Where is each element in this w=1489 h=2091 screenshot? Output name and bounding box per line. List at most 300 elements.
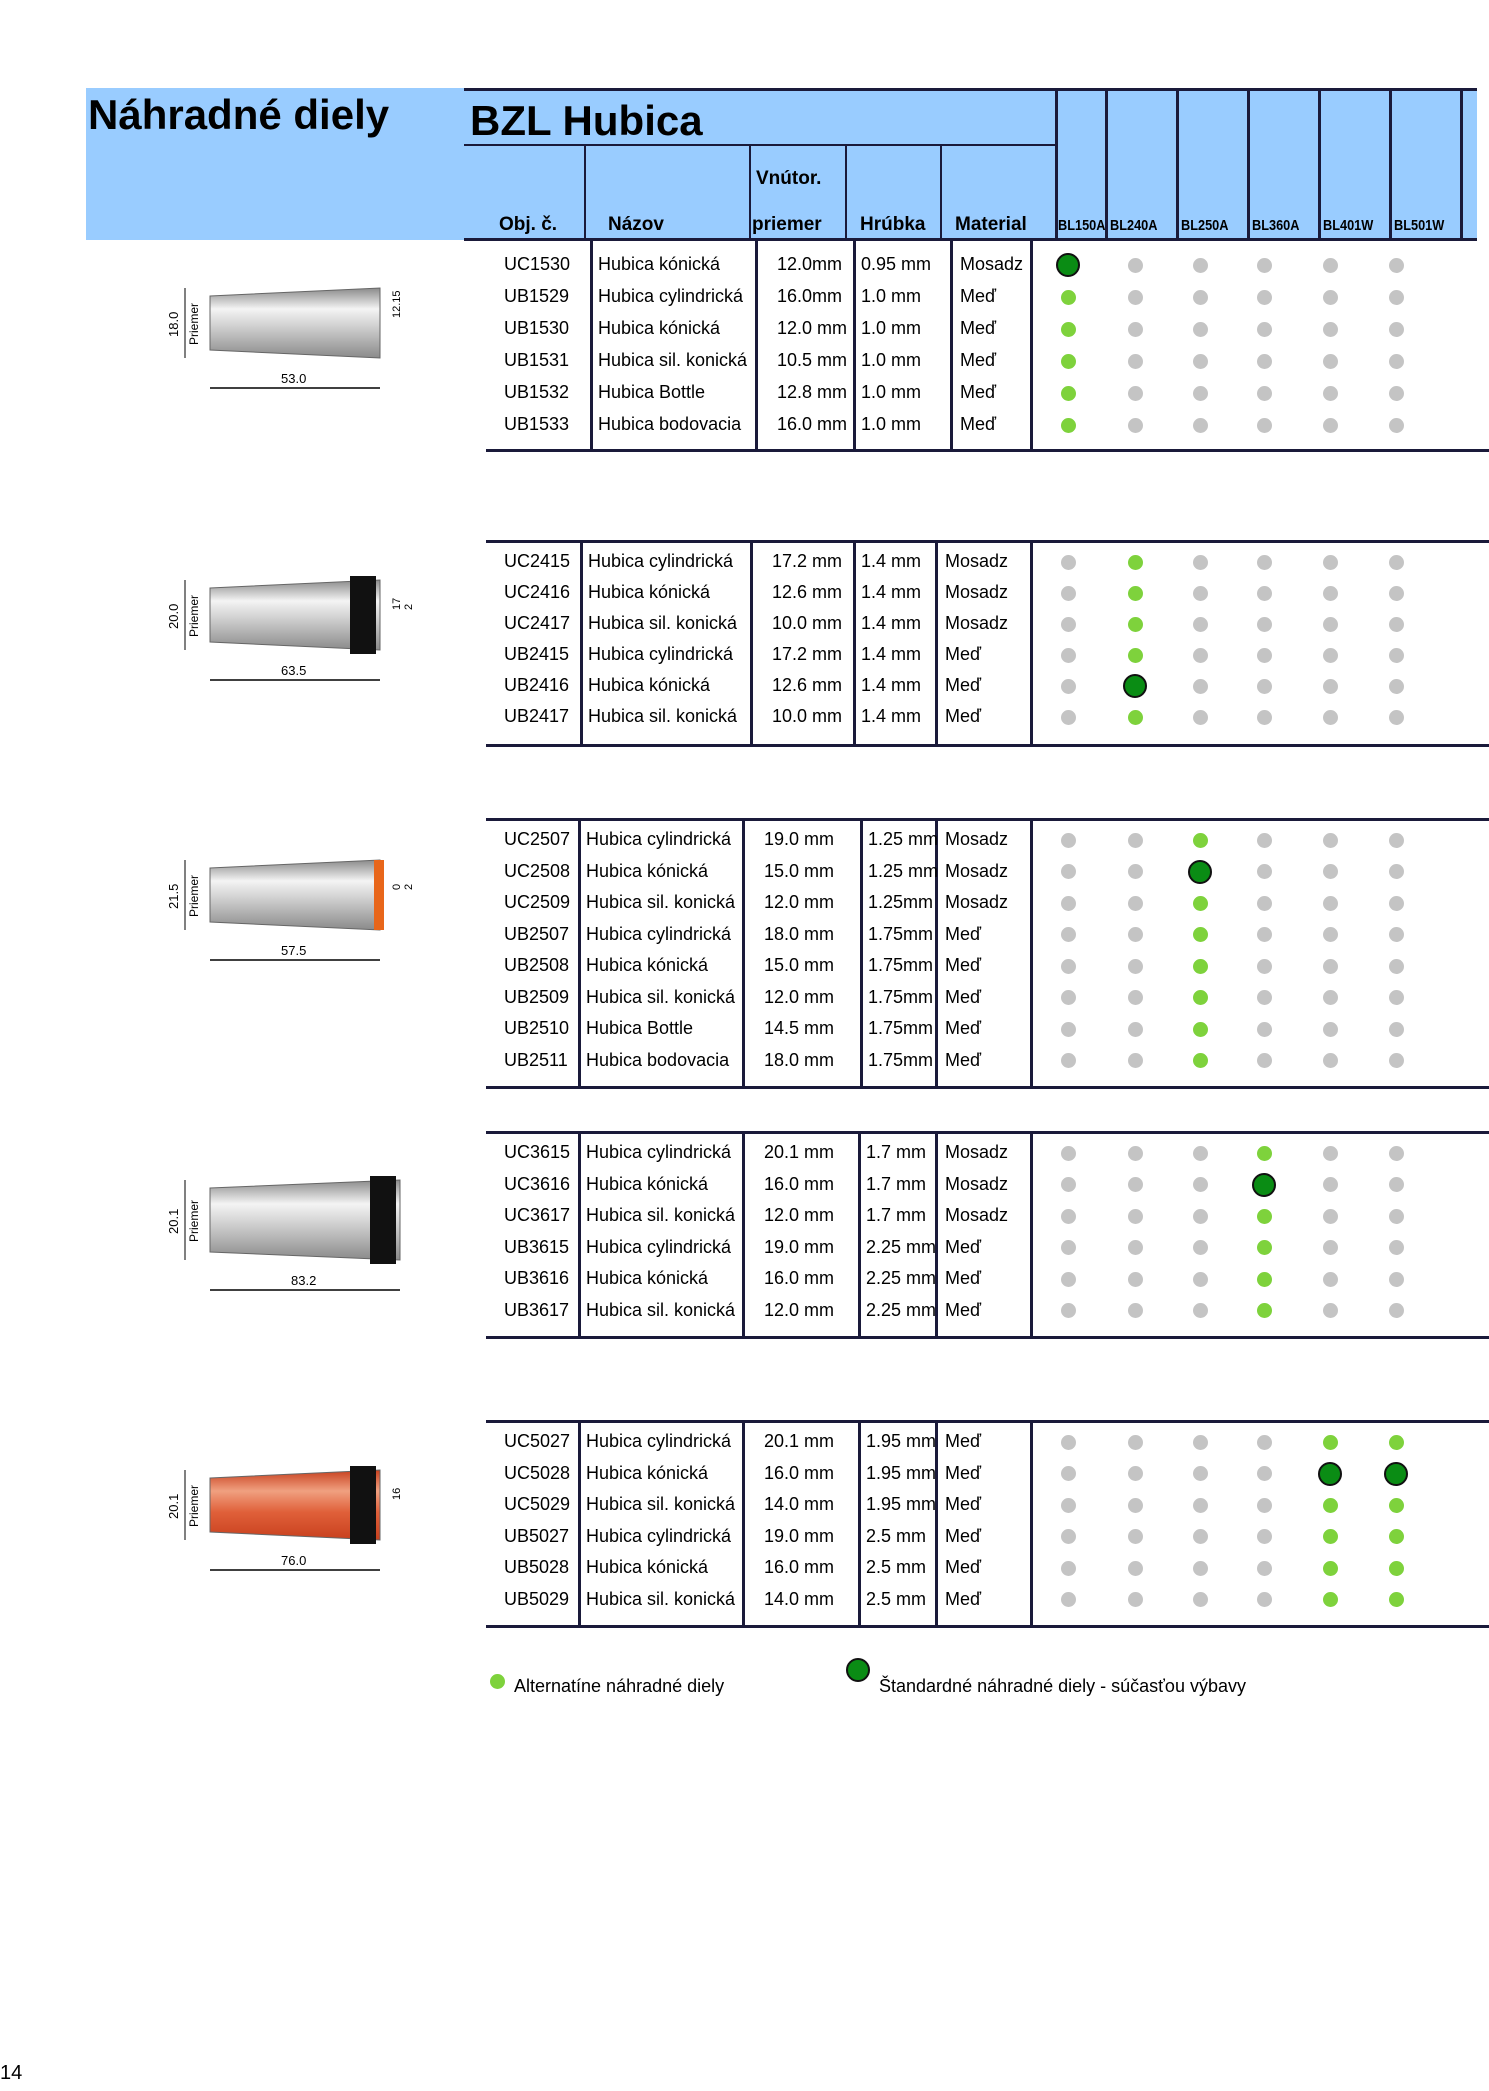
material: Meď [960, 350, 997, 370]
part-name: Hubica kónická [588, 582, 711, 602]
wall-thickness: 1.25mm [868, 892, 934, 912]
not-applicable-dot [1193, 1177, 1208, 1192]
material: Meď [945, 1431, 982, 1451]
not-applicable-dot [1323, 322, 1338, 337]
column-divider [1030, 241, 1033, 449]
not-applicable-dot [1323, 1272, 1338, 1287]
part-name: Hubica kónická [598, 318, 721, 338]
wall-thickness: 2.25 mm [866, 1236, 937, 1257]
not-applicable-dot [1193, 354, 1208, 369]
part-name: Hubica sil. konická [586, 1588, 736, 1609]
inner-diameter: 18.0 mm [764, 1049, 835, 1070]
not-applicable-dot [1389, 864, 1404, 879]
nozzle-drawing [120, 1120, 450, 1310]
inner-diameter: 10.0 mm [772, 613, 843, 633]
part-name: Hubica sil. konická [588, 613, 738, 633]
not-applicable-dot [1061, 1561, 1076, 1576]
inner-diameter: 12.0 mm [777, 318, 848, 338]
not-applicable-dot [1193, 418, 1208, 433]
insulator-ring [370, 1176, 396, 1264]
not-applicable-dot [1257, 586, 1272, 601]
column-divider [1030, 1133, 1033, 1336]
alternative-part-dot [1128, 586, 1143, 601]
column-divider [1030, 1422, 1033, 1625]
priemer-label: Priemer [187, 302, 201, 345]
wall-thickness: 1.4 mm [861, 613, 922, 633]
not-applicable-dot [1389, 354, 1404, 369]
column-divider [755, 241, 758, 449]
material: Mosadz [945, 1142, 1009, 1162]
not-applicable-dot [1193, 1272, 1208, 1287]
alternative-part-dot [1193, 896, 1208, 911]
priemer-label: Priemer [187, 1484, 201, 1527]
material: Meď [960, 286, 997, 306]
priemer-label: Priemer [187, 594, 201, 637]
part-code: UC3615 [504, 1142, 571, 1162]
material: Mosadz [945, 582, 1009, 602]
not-applicable-dot [1257, 710, 1272, 725]
material: Mosadz [945, 551, 1009, 571]
not-applicable-dot [1323, 833, 1338, 848]
not-applicable-dot [1389, 555, 1404, 570]
group-top-border [486, 1420, 1489, 1423]
inner-diameter: 16.0 mm [764, 1557, 835, 1577]
wall-thickness: 1.7 mm [866, 1173, 927, 1194]
material: Meď [945, 923, 982, 944]
not-applicable-dot [1389, 959, 1404, 974]
part-name: Hubica kónická [586, 1557, 709, 1577]
material: Meď [945, 1588, 982, 1609]
column-divider [578, 1133, 581, 1336]
not-applicable-dot [1389, 1146, 1404, 1161]
inner-diameter: 16.0 mm [764, 1268, 835, 1288]
material: Meď [945, 1236, 982, 1257]
material: Mosadz [945, 1205, 1009, 1225]
not-applicable-dot [1128, 1053, 1143, 1068]
part-code: UC5027 [504, 1431, 571, 1451]
not-applicable-dot [1128, 1022, 1143, 1037]
not-applicable-dot [1128, 1592, 1143, 1607]
part-name: Hubica kónická [586, 1173, 709, 1194]
column-divider [1030, 542, 1033, 744]
wall-thickness: 0.95 mm [861, 254, 932, 274]
not-applicable-dot [1061, 1022, 1076, 1037]
wall-thickness: 1.0 mm [861, 350, 922, 370]
part-code: UC2507 [504, 829, 571, 849]
part-code: UC2415 [504, 551, 571, 571]
not-applicable-dot [1257, 1498, 1272, 1513]
not-applicable-dot [1061, 1177, 1076, 1192]
part-code: UB1532 [504, 382, 570, 402]
inner-diameter: 16.0 mm [777, 414, 848, 434]
length-label: 76.0 [281, 1553, 307, 1568]
not-applicable-dot [1389, 1209, 1404, 1224]
tip-label: 16 [391, 1487, 403, 1500]
material: Meď [945, 706, 982, 726]
part-code: UC2417 [504, 613, 571, 633]
part-code: UB5027 [504, 1525, 570, 1546]
not-applicable-dot [1389, 1240, 1404, 1255]
part-code: UB2416 [504, 675, 570, 695]
column-divider [853, 542, 856, 744]
not-applicable-dot [1389, 617, 1404, 632]
not-applicable-dot [1061, 1466, 1076, 1481]
not-applicable-dot [1257, 290, 1272, 305]
alternative-part-dot [1128, 710, 1143, 725]
material: Meď [945, 1268, 982, 1288]
not-applicable-dot [1389, 927, 1404, 942]
inner-diameter: 15.0 mm [764, 860, 835, 881]
not-applicable-dot [1193, 1561, 1208, 1576]
not-applicable-dot [1323, 290, 1338, 305]
wall-thickness: 1.75mm [868, 986, 934, 1007]
not-applicable-dot [1193, 1303, 1208, 1318]
part-name: Hubica sil. konická [598, 350, 748, 370]
not-applicable-dot [1323, 1209, 1338, 1224]
col-head-model: BL250A [1181, 217, 1229, 234]
not-applicable-dot [1128, 927, 1143, 942]
column-divider [742, 1133, 745, 1336]
part-name: Hubica sil. konická [588, 706, 738, 726]
part-name: Hubica Bottle [598, 382, 706, 402]
header-divider [845, 146, 847, 240]
part-name: Hubica kónická [586, 1462, 709, 1483]
diameter-label: 20.0 [166, 603, 181, 629]
part-name: Hubica cylindrická [588, 644, 734, 664]
not-applicable-dot [1128, 1303, 1143, 1318]
not-applicable-dot [1257, 258, 1272, 273]
not-applicable-dot [1323, 617, 1338, 632]
not-applicable-dot [1323, 586, 1338, 601]
part-code: UB2507 [504, 923, 570, 944]
wall-thickness: 1.75mm [868, 1018, 934, 1038]
part-name: Hubica cylindrická [586, 1142, 732, 1162]
not-applicable-dot [1061, 1053, 1076, 1068]
header-divider [1247, 90, 1250, 240]
part-code: UB1529 [504, 286, 570, 306]
not-applicable-dot [1128, 322, 1143, 337]
not-applicable-dot [1193, 258, 1208, 273]
insulator-ring [350, 1466, 376, 1544]
header-mid-border [464, 144, 1058, 146]
material: Meď [945, 1494, 982, 1514]
not-applicable-dot [1323, 710, 1338, 725]
not-applicable-dot [1061, 1435, 1076, 1450]
material: Meď [945, 1299, 982, 1320]
material: Mosadz [945, 613, 1009, 633]
not-applicable-dot [1193, 1435, 1208, 1450]
not-applicable-dot [1257, 679, 1272, 694]
col-head-model: BL150A [1058, 217, 1106, 234]
not-applicable-dot [1193, 1240, 1208, 1255]
alternative-part-dot [1193, 1053, 1208, 1068]
wall-thickness: 2.25 mm [866, 1268, 937, 1288]
alternative-part-dot [1128, 648, 1143, 663]
not-applicable-dot [1257, 959, 1272, 974]
wall-thickness: 1.95 mm [866, 1431, 937, 1451]
wall-thickness: 1.7 mm [866, 1205, 927, 1225]
material: Meď [945, 1462, 982, 1483]
not-applicable-dot [1323, 959, 1338, 974]
column-divider [742, 820, 745, 1086]
diameter-label: 18.0 [166, 311, 181, 337]
part-code: UC2416 [504, 582, 571, 602]
length-label: 57.5 [281, 943, 307, 958]
material: Mosadz [945, 860, 1009, 881]
header-bottom-border [464, 238, 1477, 241]
wall-thickness: 1.4 mm [861, 675, 922, 695]
diameter-label: 21.5 [166, 883, 181, 909]
not-applicable-dot [1389, 386, 1404, 401]
legend-std-label: Štandardné náhradné diely - súčasťou výbavy [879, 1676, 1246, 1696]
part-code: UC2509 [504, 892, 571, 912]
not-applicable-dot [1128, 354, 1143, 369]
not-applicable-dot [1257, 418, 1272, 433]
not-applicable-dot [1061, 959, 1076, 974]
not-applicable-dot [1061, 864, 1076, 879]
not-applicable-dot [1257, 1466, 1272, 1481]
inner-diameter: 16.0mm [777, 286, 843, 306]
not-applicable-dot [1128, 1177, 1143, 1192]
standard-part-dot [1123, 674, 1147, 698]
not-applicable-dot [1128, 290, 1143, 305]
not-applicable-dot [1061, 1498, 1076, 1513]
not-applicable-dot [1389, 679, 1404, 694]
standard-part-dot [1384, 1462, 1408, 1486]
not-applicable-dot [1193, 710, 1208, 725]
not-applicable-dot [1193, 290, 1208, 305]
header-divider [749, 146, 751, 240]
column-divider [590, 241, 593, 449]
not-applicable-dot [1061, 1240, 1076, 1255]
not-applicable-dot [1323, 896, 1338, 911]
not-applicable-dot [1061, 617, 1076, 632]
not-applicable-dot [1257, 648, 1272, 663]
not-applicable-dot [1389, 1177, 1404, 1192]
column-divider [950, 241, 953, 449]
part-name: Hubica sil. konická [586, 1494, 736, 1514]
not-applicable-dot [1193, 1529, 1208, 1544]
not-applicable-dot [1257, 386, 1272, 401]
not-applicable-dot [1128, 864, 1143, 879]
part-name: Hubica cylindrická [598, 286, 744, 306]
not-applicable-dot [1257, 990, 1272, 1005]
tip-label: 17 [391, 597, 403, 610]
not-applicable-dot [1061, 679, 1076, 694]
not-applicable-dot [1128, 1561, 1143, 1576]
not-applicable-dot [1257, 354, 1272, 369]
not-applicable-dot [1193, 617, 1208, 632]
not-applicable-dot [1323, 1177, 1338, 1192]
part-name: Hubica kónická [586, 860, 709, 881]
not-applicable-dot [1323, 1053, 1338, 1068]
column-divider [858, 1133, 861, 1336]
part-code: UC5028 [504, 1462, 571, 1483]
wall-thickness: 1.4 mm [861, 706, 922, 726]
length-label: 83.2 [291, 1273, 317, 1288]
inner-diameter: 12.0 mm [764, 986, 835, 1007]
not-applicable-dot [1257, 927, 1272, 942]
not-applicable-dot [1389, 322, 1404, 337]
not-applicable-dot [1323, 386, 1338, 401]
alternative-part-dot [1389, 1498, 1404, 1513]
not-applicable-dot [1257, 1592, 1272, 1607]
nozzle-drawing [120, 520, 450, 710]
nozzle-body [210, 288, 380, 358]
part-name: Hubica sil. konická [586, 892, 736, 912]
wall-thickness: 1.7 mm [866, 1142, 927, 1162]
tip-label: 12.15 [391, 290, 403, 318]
column-divider [750, 542, 753, 744]
inner-diameter: 17.2 mm [772, 551, 843, 571]
not-applicable-dot [1128, 896, 1143, 911]
not-applicable-dot [1257, 864, 1272, 879]
not-applicable-dot [1061, 896, 1076, 911]
alternative-part-dot [1389, 1561, 1404, 1576]
col-head-inner-2: priemer [752, 214, 822, 235]
legend-alt-dot [490, 1674, 505, 1689]
part-name: Hubica cylindrická [586, 1236, 732, 1257]
material: Meď [960, 414, 997, 434]
wall-thickness: 1.4 mm [861, 551, 922, 571]
alternative-part-dot [1389, 1529, 1404, 1544]
not-applicable-dot [1389, 990, 1404, 1005]
wall-thickness: 1.4 mm [861, 582, 922, 602]
col-head-model: BL501W [1394, 217, 1445, 234]
not-applicable-dot [1257, 1053, 1272, 1068]
not-applicable-dot [1323, 1303, 1338, 1318]
inner-diameter: 14.0 mm [764, 1494, 835, 1514]
alternative-part-dot [1128, 617, 1143, 632]
column-divider [860, 820, 863, 1086]
header-divider [1318, 90, 1321, 240]
col-head-model: BL240A [1110, 217, 1158, 234]
not-applicable-dot [1128, 959, 1143, 974]
part-code: UB1530 [504, 318, 570, 338]
standard-part-dot [1188, 860, 1212, 884]
wall-thickness: 1.75mm [868, 1049, 934, 1070]
alternative-part-dot [1389, 1592, 1404, 1607]
insulator-ring [350, 576, 376, 654]
part-code: UC3617 [504, 1205, 571, 1225]
not-applicable-dot [1257, 833, 1272, 848]
not-applicable-dot [1193, 679, 1208, 694]
part-name: Hubica sil. konická [586, 1299, 736, 1320]
group-bottom-border [486, 1336, 1489, 1339]
alternative-part-dot [1257, 1272, 1272, 1287]
not-applicable-dot [1389, 710, 1404, 725]
inner-diameter: 14.5 mm [764, 1018, 835, 1038]
nozzle-drawing [120, 800, 450, 990]
not-applicable-dot [1193, 1466, 1208, 1481]
wall-thickness: 1.0 mm [861, 382, 922, 402]
header-divider [584, 146, 586, 240]
not-applicable-dot [1128, 1146, 1143, 1161]
not-applicable-dot [1257, 1435, 1272, 1450]
not-applicable-dot [1257, 617, 1272, 632]
wall-thickness: 2.5 mm [866, 1588, 927, 1609]
not-applicable-dot [1323, 418, 1338, 433]
inner-diameter: 14.0 mm [764, 1588, 835, 1609]
nozzle-drawing [120, 228, 450, 418]
diameter-label: 20.1 [166, 1493, 181, 1519]
not-applicable-dot [1193, 586, 1208, 601]
not-applicable-dot [1193, 1592, 1208, 1607]
inner-diameter: 12.6 mm [772, 675, 843, 695]
material: Mosadz [945, 829, 1009, 849]
not-applicable-dot [1061, 927, 1076, 942]
alternative-part-dot [1323, 1435, 1338, 1450]
length-label: 63.5 [281, 663, 307, 678]
part-name: Hubica bodovacia [586, 1049, 730, 1070]
part-name: Hubica sil. konická [586, 986, 736, 1007]
part-code: UB2511 [504, 1049, 568, 1070]
not-applicable-dot [1323, 990, 1338, 1005]
material: Meď [945, 675, 982, 695]
header-divider [940, 146, 942, 240]
col-head-code: Obj. č. [499, 214, 558, 235]
part-code: UC2508 [504, 860, 571, 881]
column-divider [1030, 820, 1033, 1086]
tip-label-2: 2 [403, 883, 415, 890]
alternative-part-dot [1193, 990, 1208, 1005]
part-name: Hubica bodovacia [598, 414, 742, 434]
alternative-part-dot [1193, 959, 1208, 974]
alternative-part-dot [1061, 354, 1076, 369]
not-applicable-dot [1193, 322, 1208, 337]
not-applicable-dot [1323, 1240, 1338, 1255]
alternative-part-dot [1193, 927, 1208, 942]
not-applicable-dot [1323, 679, 1338, 694]
wall-thickness: 1.25 mm [868, 829, 939, 849]
not-applicable-dot [1323, 1022, 1338, 1037]
not-applicable-dot [1128, 1240, 1143, 1255]
insulator-ring [374, 860, 384, 930]
wall-thickness: 2.25 mm [866, 1299, 937, 1320]
part-code: UB2417 [504, 706, 570, 726]
not-applicable-dot [1323, 258, 1338, 273]
not-applicable-dot [1389, 418, 1404, 433]
inner-diameter: 12.0 mm [764, 892, 835, 912]
part-name: Hubica cylindrická [586, 1525, 732, 1546]
not-applicable-dot [1061, 990, 1076, 1005]
inner-diameter: 12.0mm [777, 254, 843, 274]
nozzle-body [210, 860, 380, 930]
not-applicable-dot [1128, 258, 1143, 273]
material: Meď [945, 1049, 982, 1070]
wall-thickness: 1.95 mm [866, 1494, 937, 1514]
not-applicable-dot [1061, 648, 1076, 663]
inner-diameter: 12.6 mm [772, 582, 843, 602]
material: Mosadz [945, 892, 1009, 912]
inner-diameter: 12.0 mm [764, 1205, 835, 1225]
material: Meď [945, 1525, 982, 1546]
material: Mosadz [960, 254, 1024, 274]
standard-part-dot [1056, 253, 1080, 277]
not-applicable-dot [1389, 290, 1404, 305]
not-applicable-dot [1061, 1272, 1076, 1287]
part-code: UB2509 [504, 986, 570, 1007]
group-bottom-border [486, 1086, 1489, 1089]
alternative-part-dot [1193, 1022, 1208, 1037]
not-applicable-dot [1128, 1209, 1143, 1224]
alternative-part-dot [1061, 386, 1076, 401]
inner-diameter: 12.0 mm [764, 1299, 835, 1320]
column-divider [578, 820, 581, 1086]
part-name: Hubica kónická [588, 675, 711, 695]
not-applicable-dot [1193, 555, 1208, 570]
not-applicable-dot [1323, 927, 1338, 942]
